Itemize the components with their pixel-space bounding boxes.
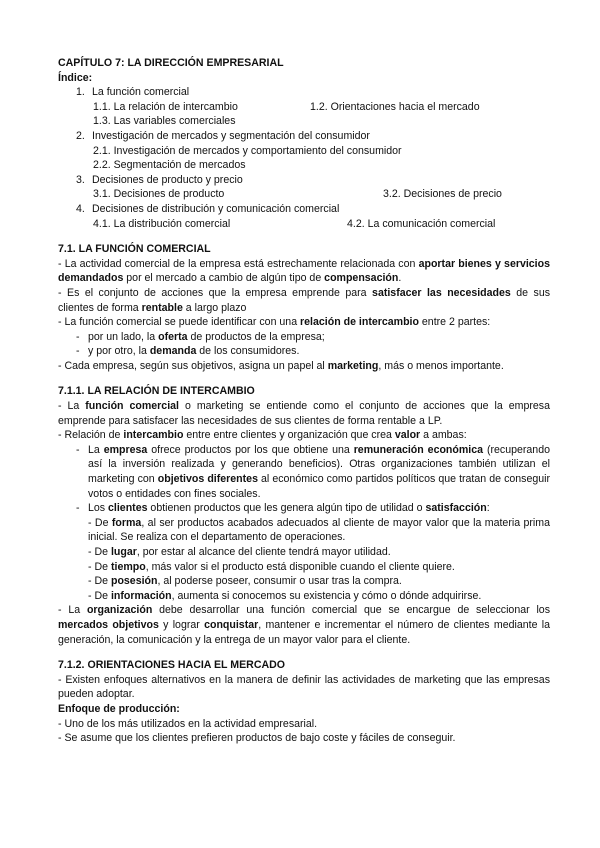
toc-subrow (58, 217, 550, 232)
toc-item-2 (58, 129, 550, 144)
toc-subitem: 4.2. La comunicación comercial (347, 217, 496, 230)
index-label: Índice: (58, 71, 93, 84)
utility-item: - De forma, al ser productos acabados adecuados al cliente de mayor valor que la materia prima inicial. Se realiza con el departamento de operaciones. (88, 516, 550, 544)
list-item: - La empresa ofrece productos por los que obtiene una remuneración económica (recuperando así la inversión realizada y generando beneficios). Otras organizaciones también utilizan el marketing con objetivos diferentes al económico como partidos políticos que tratan de conseguir votos o entidades con fines sociales. (76, 443, 551, 500)
paragraph: - Se asume que los clientes prefieren productos de bajo coste y fáciles de conseguir. (58, 732, 456, 745)
list-item: - Los clientes obtienen productos que les genera algún tipo de utilidad o satisfacción: - De forma, al ser productos acabados adecuados al cliente de mayor valor que la materia prima inicial. Se realiza con el departamento de operaciones. - De lugar, por estar al alcance del cliente tendrá mayor utilidad. - De tiempo, más valor si el producto está disponible cuando el cliente quiere. - De posesión, al poderse poseer, consumir o usar tras la compra. - De información, aumenta si conocemos su existencia y cómo o dónde adquirirse. (76, 502, 550, 602)
section-heading-7-1-2: 7.1.2. ORIENTACIONES HACIA EL MERCADO (58, 659, 286, 672)
toc-subitem: 4.1. La distribución comercial (93, 217, 231, 230)
toc-number: 3. (76, 173, 85, 186)
paragraph: - La función comercial o marketing se entiende como el conjunto de acciones que la empresa emprende para satisfacer las necesidades de sus clientes de forma rentable a LP. (58, 400, 550, 427)
paragraph: - La actividad comercial de la empresa está estrechamente relacionada con aportar bienes y servicios demandados por el mercado a cambio de algún tipo de compensación. (58, 257, 550, 285)
paragraph: - Uno de los más utilizados en la actividad empresarial. (58, 717, 318, 730)
utility-item: - De posesión, al poderse poseer, consumir o usar tras la compra. (88, 575, 402, 588)
section-heading-7-1-1: 7.1.1. LA RELACIÓN DE INTERCAMBIO (58, 385, 255, 398)
paragraph: - Es el conjunto de acciones que la empresa emprende para satisfacer las necesidades de sus clientes de forma rentable a largo plazo (58, 286, 551, 314)
paragraph: - Cada empresa, según sus objetivos, asigna un papel al marketing, más o menos importante. (58, 359, 504, 372)
table-of-contents (58, 85, 550, 231)
toc-subrow (58, 100, 550, 115)
toc-title: Decisiones de producto y precio (92, 173, 243, 186)
toc-subrow (58, 187, 550, 202)
list-item: - y por otro, la demanda de los consumidores. (76, 345, 300, 358)
list-item: - por un lado, la oferta de productos de la empresa; (76, 330, 325, 343)
toc-number: 1. (76, 86, 85, 99)
toc-subitem: 2.2. Segmentación de mercados (93, 159, 246, 172)
toc-subitem: 2.1. Investigación de mercados y comportamiento del consumidor (93, 144, 402, 157)
utility-item: - De información, aumenta si conocemos su existencia y cómo o dónde adquirirse. (88, 589, 482, 602)
toc-number: 4. (76, 202, 85, 215)
toc-title: La función comercial (92, 86, 190, 99)
paragraph: - La función comercial se puede identificar con una relación de intercambio entre 2 partes: (58, 316, 491, 329)
toc-subitem: 3.1. Decisiones de producto (93, 188, 225, 201)
subheading: Enfoque de producción: (58, 702, 180, 715)
utility-item: - De tiempo, más valor si el producto está disponible cuando el cliente quiere. (88, 560, 455, 573)
toc-item-1 (58, 85, 550, 100)
toc-subitem: 1.2. Orientaciones hacia el mercado (310, 100, 480, 113)
paragraph: - La organización debe desarrollar una función comercial que se encargue de seleccionar los mercados objetivos y lograr conquistar, mantener e incrementar el número de clientes mediante la generación, la comunicación y la entrega de un mayor valor para el cliente. (58, 604, 550, 646)
paragraph: - Existen enfoques alternativos en la manera de definir las actividades de marketing que las empresas pueden adoptar. (58, 673, 550, 701)
toc-subitem: 1.1. La relación de intercambio (93, 100, 238, 113)
toc-subitem: 1.3. Las variables comerciales (93, 115, 236, 128)
toc-item-4 (58, 202, 550, 217)
document-page (58, 56, 550, 746)
toc-title: Decisiones de distribución y comunicación comercial (92, 202, 340, 215)
chapter-title: CAPÍTULO 7: LA DIRECCIÓN EMPRESARIAL (58, 57, 284, 69)
toc-number: 2. (76, 129, 85, 142)
section-heading-7-1: 7.1. LA FUNCIÓN COMERCIAL (58, 243, 211, 256)
toc-title: Investigación de mercados y segmentación del consumidor (92, 129, 370, 142)
paragraph: - Relación de intercambio entre entre clientes y organización que crea valor a ambas: (58, 429, 467, 442)
utility-item: - De lugar, por estar al alcance del cliente tendrá mayor utilidad. (88, 546, 391, 558)
toc-subitem: 3.2. Decisiones de precio (383, 188, 502, 201)
toc-item-3 (58, 173, 550, 188)
